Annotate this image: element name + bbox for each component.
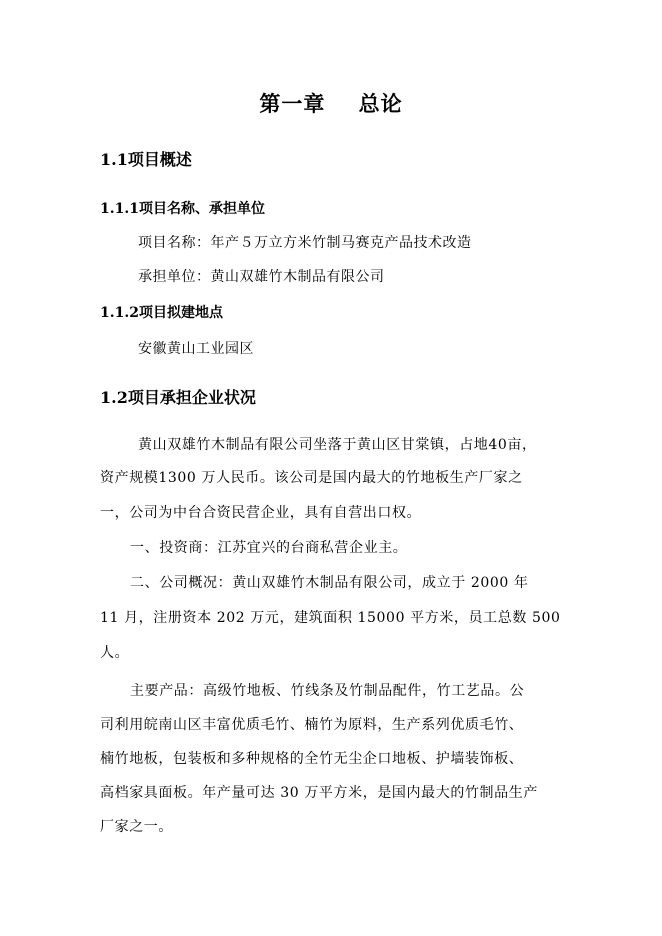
paragraph-line: 主要产品：高级竹地板、竹线条及竹制品配件，竹工艺品。公 bbox=[130, 683, 525, 699]
paragraph-line: 一，公司为中台合资民营企业，具有自营出口权。 bbox=[100, 505, 422, 521]
section-heading-1-2: 1.2项目承担企业状况 bbox=[100, 388, 256, 407]
paragraph-line: 黄山双雄竹木制品有限公司坐落于黄山区甘棠镇，占地40亩， bbox=[138, 437, 537, 453]
paragraph-line: 高档家具面板。年产量可达 30 万平方米，是国内最大的竹制品生产 bbox=[100, 785, 538, 801]
section-heading-1-1: 1.1项目概述 bbox=[100, 150, 192, 169]
paragraph-line: 司利用皖南山区丰富优质毛竹、楠竹为原料，生产系列优质毛竹、 bbox=[100, 717, 524, 733]
paragraph-line: 楠竹地板，包装板和多种规格的全竹无尘企口地板、护墙装饰板、 bbox=[100, 751, 524, 767]
location-line: 安徽黄山工业园区 bbox=[138, 341, 254, 357]
investor-line: 一、投资商：江苏宜兴的台商私营企业主。 bbox=[130, 540, 408, 556]
paragraph-line: 人。 bbox=[100, 645, 130, 661]
undertaker-line: 承担单位：黄山双雄竹木制品有限公司 bbox=[138, 269, 385, 285]
paragraph-line: 资产规模1300 万人民币。该公司是国内最大的竹地板生产厂家之 bbox=[100, 470, 523, 486]
paragraph-line: 11 月，注册资本 202 万元，建筑面积 15000 平方米，员工总数 500 bbox=[100, 610, 561, 626]
paragraph-line: 二、公司概况：黄山双雄竹木制品有限公司，成立于 2000 年 bbox=[130, 575, 529, 591]
section-heading-1-1-1: 1.1.1项目名称、承担单位 bbox=[100, 201, 265, 217]
paragraph-line: 厂家之一。 bbox=[100, 819, 173, 835]
project-name-line: 项目名称：年产５万立方米竹制马赛克产品技术改造 bbox=[138, 235, 472, 251]
section-heading-1-1-2: 1.1.2项目拟建地点 bbox=[100, 305, 223, 321]
chapter-title: 第一章 总论 bbox=[259, 91, 403, 116]
